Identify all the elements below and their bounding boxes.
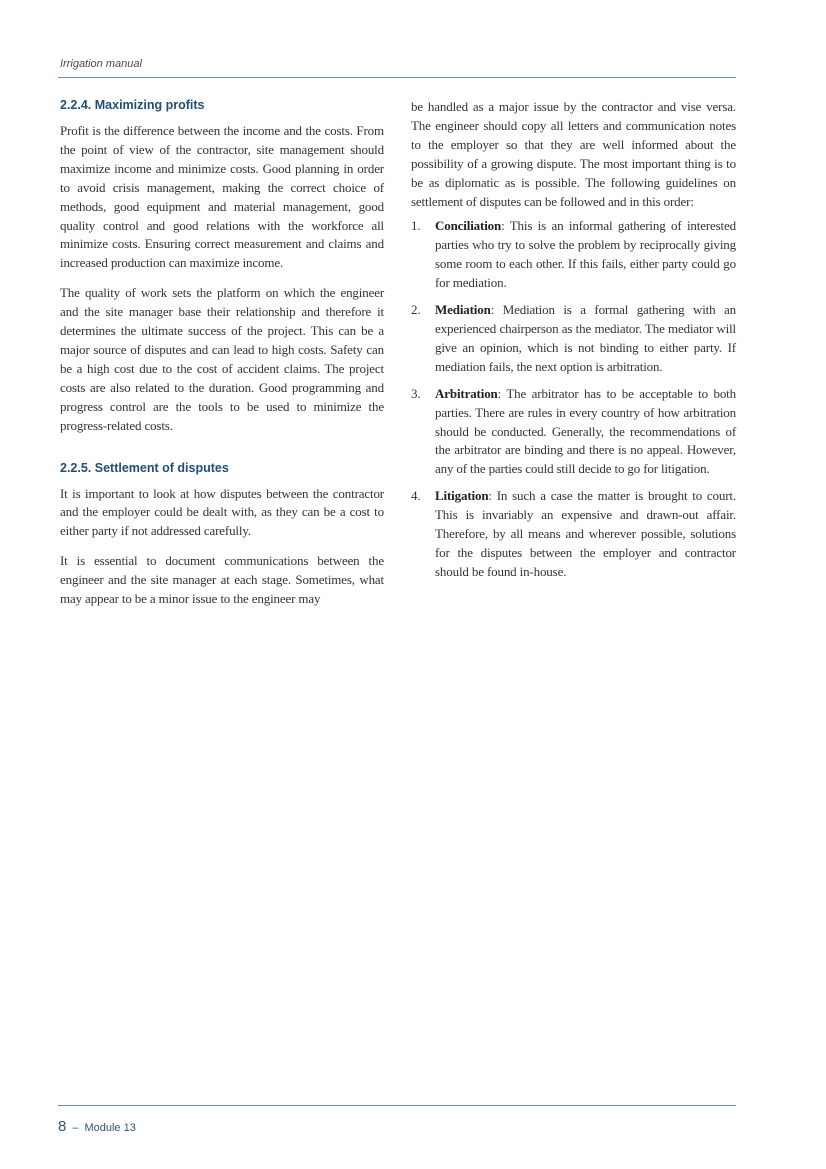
footer-rule xyxy=(58,1105,736,1106)
paragraph: The quality of work sets the platform on which the engineer and the site manager base their relationship and therefore it determines the ultimate success of the project. This can be a major source of disputes and can lead to high costs. Safety can be a high cost due to the cost of accident claims. The project costs are also related to the duration. Good programming and progress control are the tools to be used to minimize the progress-related costs. xyxy=(60,285,384,433)
paragraph: be handled as a major issue by the contractor and vise versa. The engineer should copy all letters and communication notes to the employer so that they are well informed about the possibility of a growing dispute. The most important thing is to be as diplomatic as is possible. The following guidelines on settlement of disputes can be followed and in this order: xyxy=(411,99,736,209)
page-footer xyxy=(58,1118,136,1135)
running-header: Irrigation manual xyxy=(60,58,142,70)
list-text: : The arbitrator has to be acceptable to both parties. There are rules in every country of how arbitration should be conducted. Generally, the recommendations of the arbitrator are binding and there is no appeal. However, any of the parties could still decide to go for litigation. xyxy=(435,385,736,477)
list-term: Litigation xyxy=(435,488,489,504)
header-rule xyxy=(58,77,736,78)
list-term: Mediation xyxy=(435,302,491,318)
right-column xyxy=(411,96,736,590)
paragraph: It is essential to document communications between the engineer and the site manager at each stage. Sometimes, what may appear to be a minor issue to the engineer may xyxy=(60,553,384,607)
paragraph: It is important to look at how disputes between the contractor and the employer could be dealt with, as they can be a cost to either party if not addressed carefully. xyxy=(60,485,384,539)
list-item xyxy=(411,385,736,480)
left-column xyxy=(60,96,384,620)
list-term: Conciliation xyxy=(435,218,502,234)
paragraph: Profit is the difference between the income and the costs. From the point of view of the contractor, site management should maximize income and minimize costs. Good planning in order to avoid crisis management, making the correct choice of methods, good equipment and material management, good quality control and good relations with the workforce all minimize costs. Ensuring correct measurement and claims and increased production can maximize income. xyxy=(60,123,384,271)
module-label: Module 13 xyxy=(84,1122,136,1134)
list-text: : This is an informal gathering of interested parties who try to solve the problem by reciprocally giving some room to each other. If this fails, either party could go for mediation. xyxy=(435,218,736,291)
list-text: : Mediation is a formal gathering with an experienced chairperson as the mediator. The mediator will give an opinion, which is not binding to either party. If mediation fails, the next option is arbitration. xyxy=(435,302,736,374)
list-number: 1. xyxy=(411,218,421,234)
list-item xyxy=(411,217,736,293)
section-heading-settlement-of-disputes: 2.2.5. Settlement of disputes xyxy=(60,460,229,475)
list-number: 4. xyxy=(411,488,421,504)
list-item xyxy=(411,487,736,582)
list-item xyxy=(411,301,736,377)
list-text: : In such a case the matter is brought to court. This is invariably an expensive and drawn-out affair. Therefore, by all means and wherever possible, solutions for the disputes between the employer and contractor should be found in-house. xyxy=(435,488,736,579)
list-number: 2. xyxy=(411,302,421,318)
section-heading-maximizing-profits: 2.2.4. Maximizing profits xyxy=(60,98,205,112)
list-term: Arbitration xyxy=(435,385,498,401)
list-number: 3. xyxy=(411,385,421,401)
page-number: 8 xyxy=(58,1118,67,1135)
dispute-guidelines-list xyxy=(411,217,736,581)
footer-separator: – xyxy=(72,1122,79,1134)
